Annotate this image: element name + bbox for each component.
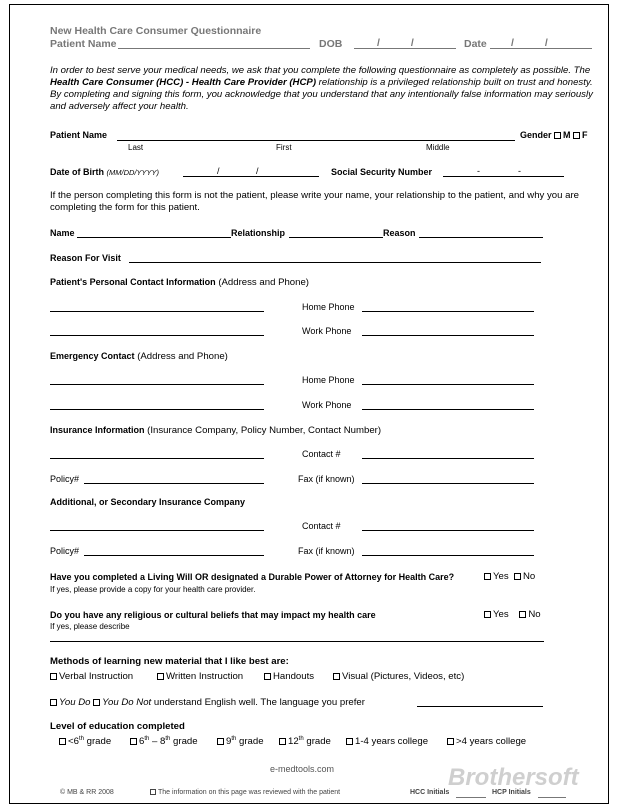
contact-work-phone-label: Work Phone <box>302 326 352 336</box>
patient-name-line[interactable] <box>117 140 515 141</box>
contact-home-phone-label: Home Phone <box>302 302 355 312</box>
education-heading: Level of education completed <box>50 721 185 732</box>
emergency-address-line-1[interactable] <box>50 384 264 385</box>
gender-field: Gender M F <box>520 130 588 140</box>
emergency-work-phone-label: Work Phone <box>302 400 352 410</box>
education-option-1-4-college: 1-4 years college <box>346 736 428 747</box>
hcc-initials-line[interactable] <box>456 797 486 798</box>
emergency-work-phone-line[interactable] <box>362 409 534 410</box>
ssn-label: Social Security Number <box>331 167 433 177</box>
header-patient-name-line[interactable] <box>118 48 310 49</box>
dob-slash-1: / <box>217 166 220 176</box>
grade-6-8-checkbox[interactable] <box>130 738 137 745</box>
header-dob-label: DOB <box>319 38 343 50</box>
contact-address-line-2[interactable] <box>50 335 264 336</box>
secondary-policy-label: Policy# <box>50 546 80 556</box>
beliefs-question: Do you have any religious or cultural beliefs that may impact my health care <box>50 610 376 620</box>
relationship-line[interactable] <box>289 237 383 238</box>
contact-address-line-1[interactable] <box>50 311 264 312</box>
patient-name-label: Patient Name <box>50 130 108 140</box>
college-gt4-checkbox[interactable] <box>447 738 454 745</box>
reason-for-visit-line[interactable] <box>129 262 541 263</box>
learning-option-written: Written Instruction <box>157 671 243 682</box>
beliefs-note: If yes, please describe <box>50 622 130 631</box>
secondary-fax-label: Fax (if known) <box>298 546 355 556</box>
visual-checkbox[interactable] <box>333 673 340 680</box>
form-title: New Health Care Consumer Questionnaire <box>50 25 262 37</box>
education-option-gt4-college: >4 years college <box>447 736 526 747</box>
contact-home-phone-line[interactable] <box>362 311 534 312</box>
secondary-company-line[interactable] <box>50 530 264 531</box>
learning-methods-heading: Methods of learning new material that I like best are: <box>50 656 289 667</box>
secondary-policy-line[interactable] <box>84 555 264 556</box>
ssn-line[interactable] <box>443 176 564 177</box>
personal-contact-heading: Patient's Personal Contact Information (Address and Phone) <box>50 277 310 288</box>
header-date-label: Date <box>464 38 487 50</box>
hcc-initials-label: HCC Initials <box>410 789 450 796</box>
dob-slash-2: / <box>256 166 259 176</box>
learning-option-visual: Visual (Pictures, Videos, etc) <box>333 671 464 682</box>
insurance-policy-line[interactable] <box>84 483 264 484</box>
emergency-home-phone-label: Home Phone <box>302 375 355 385</box>
hcp-initials-label: HCP Initials <box>492 789 531 796</box>
hcp-initials-line[interactable] <box>538 797 566 798</box>
emergency-contact-heading: Emergency Contact (Address and Phone) <box>50 351 228 362</box>
contact-work-phone-line[interactable] <box>362 335 534 336</box>
secondary-insurance-heading: Additional, or Secondary Insurance Company <box>50 497 246 507</box>
learning-option-handouts: Handouts <box>264 671 314 682</box>
living-will-no-checkbox[interactable] <box>514 573 521 580</box>
relationship-label: Relationship <box>231 228 286 238</box>
grade-9-checkbox[interactable] <box>217 738 224 745</box>
preferred-language-line[interactable] <box>417 706 543 707</box>
first-caption: First <box>276 143 292 152</box>
beliefs-description-line[interactable] <box>50 641 544 642</box>
dob-field: Date of Birth (MM/DD/YYYY) <box>50 167 160 177</box>
learning-option-verbal: Verbal Instruction <box>50 671 133 682</box>
other-name-label: Name <box>50 228 75 238</box>
ssn-dash-1: - <box>477 166 480 176</box>
emergency-address-line-2[interactable] <box>50 409 264 410</box>
insurance-company-line[interactable] <box>50 458 264 459</box>
other-person-instructions: If the person completing this form is not the patient, please write your name, your relationship to the patient, and why you are completing the form for this patient. <box>50 190 580 213</box>
middle-caption: Middle <box>426 143 450 152</box>
written-checkbox[interactable] <box>157 673 164 680</box>
header-dob-slashes: / / <box>377 37 428 49</box>
insurance-fax-label: Fax (if known) <box>298 474 355 484</box>
grade-12-checkbox[interactable] <box>279 738 286 745</box>
living-will-yes-checkbox[interactable] <box>484 573 491 580</box>
secondary-contact-line[interactable] <box>362 530 534 531</box>
secondary-contact-label: Contact # <box>302 521 341 531</box>
hcc-hcp-term: Health Care Consumer (HCC) - Health Care Provider (HCP) <box>50 77 317 88</box>
education-option-6-8: 6th – 8th grade <box>130 736 198 747</box>
reason-line[interactable] <box>419 237 543 238</box>
last-caption: Last <box>128 143 144 152</box>
gender-f-checkbox[interactable] <box>573 132 580 139</box>
secondary-fax-line[interactable] <box>362 555 534 556</box>
reviewed-checkbox[interactable] <box>150 789 156 795</box>
insurance-contact-line[interactable] <box>362 458 534 459</box>
handouts-checkbox[interactable] <box>264 673 271 680</box>
you-do-not-checkbox[interactable] <box>93 699 100 706</box>
brothersoft-watermark: Brothersoft <box>448 764 579 791</box>
emergency-home-phone-line[interactable] <box>362 384 534 385</box>
beliefs-yes-checkbox[interactable] <box>484 611 491 618</box>
beliefs-options: Yes No <box>484 609 541 620</box>
intro-paragraph: In order to best serve your medical needs, we ask that you complete the following questionnaire as completely as possible. The Health Care Consumer (HCC) - Health Care Provider (HCP) relationship is a privileged relationship built on trust and honesty. By completing and signing this form, you acknowledge that you understand that any intentionally false information may seriously and adversely affect your health. <box>50 65 593 112</box>
insurance-contact-label: Contact # <box>302 449 341 459</box>
living-will-options: Yes No <box>484 571 535 582</box>
education-option-12: 12th grade <box>279 736 331 747</box>
header-patient-name-label: Patient Name <box>50 38 117 50</box>
beliefs-no-checkbox[interactable] <box>519 611 526 618</box>
insurance-policy-label: Policy# <box>50 474 80 484</box>
college-1-4-checkbox[interactable] <box>346 738 353 745</box>
copyright: © MB & RR 2008 <box>60 789 114 796</box>
insurance-fax-line[interactable] <box>362 483 534 484</box>
insurance-heading: Insurance Information (Insurance Company, Policy Number, Contact Number) <box>50 425 382 436</box>
site-footer: e-medtools.com <box>270 764 335 774</box>
other-name-line[interactable] <box>77 237 231 238</box>
reviewed-note: The information on this page was reviewed with the patient <box>150 789 340 796</box>
english-question: You Do You Do Not understand English well. The language you prefer <box>50 697 365 708</box>
education-option-lt6: <6th grade <box>59 736 111 747</box>
you-do-checkbox[interactable] <box>50 699 57 706</box>
living-will-question: Have you completed a Living Will OR designated a Durable Power of Attorney for Health Care? <box>50 572 455 582</box>
dob-line[interactable] <box>183 176 319 177</box>
reason-label: Reason <box>383 228 416 238</box>
ssn-dash-2: - <box>518 166 521 176</box>
lt6-checkbox[interactable] <box>59 738 66 745</box>
education-option-9: 9th grade <box>217 736 264 747</box>
header-date-slashes: / / <box>511 37 562 49</box>
verbal-checkbox[interactable] <box>50 673 57 680</box>
living-will-note: If yes, please provide a copy for your health care provider. <box>50 585 256 594</box>
gender-m-checkbox[interactable] <box>554 132 561 139</box>
reason-for-visit-label: Reason For Visit <box>50 253 121 263</box>
